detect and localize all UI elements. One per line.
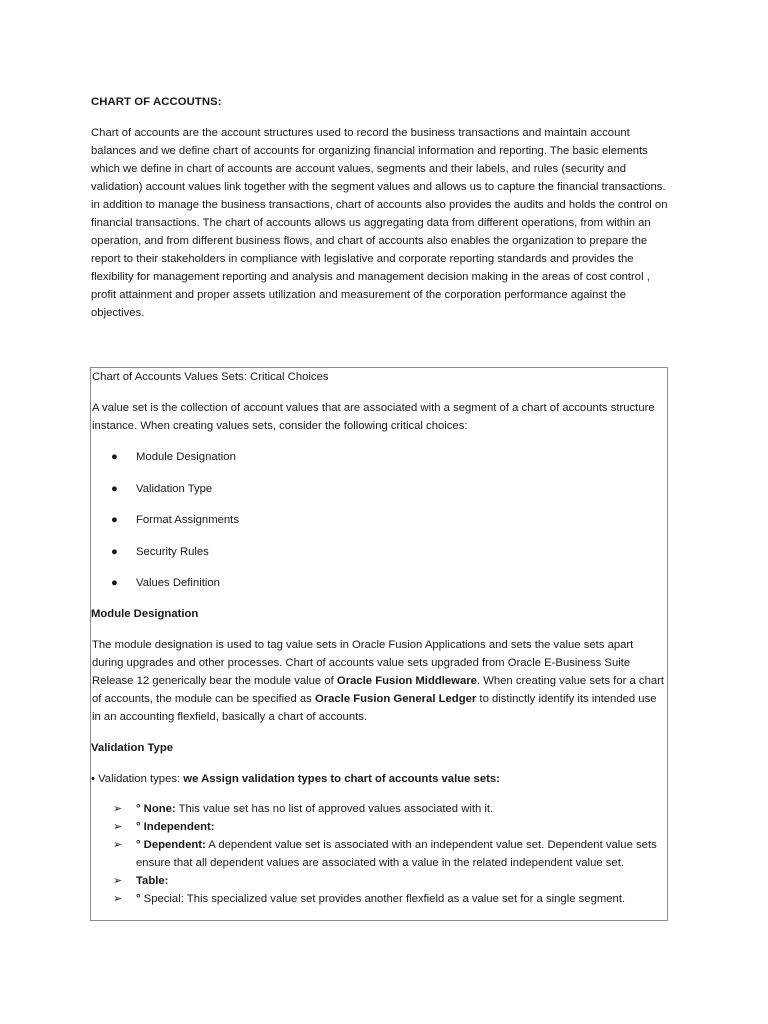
bullet-icon: ●: [111, 545, 118, 558]
list-item: ➢ Table:: [113, 872, 668, 890]
list-item: ➢ ° Dependent: A dependent value set is associated with an independent value set. Dependent value sets ensure that all dependent values are associated with a value in the related independent value set.: [113, 836, 668, 872]
value-sets-box: Chart of Accounts Values Sets: Critical Choices A value set is the collection of account values that are associated with a segment of a chart of accounts structure instance. When creating values sets, consider the following critical choices: ● Module Designation ● Validation Type ● Format Assignments ● Security Rules ● Values Definition Module Designation The module designation is used to tag value sets in Oracle Fusion Applications and sets the value sets apart during upgrades and other processes. Chart of accounts value sets upgraded from Oracle E-Business Suite Release 12 generically bear the module value of Oracle Fusion Middleware. When creating value sets for a chart of accounts, the module can be specified as Oracle Fusion General Ledger to distinctly identify its intended use in an accounting flexfield, basically a chart of accounts. Validation Type • Validation types: we Assign validation types to chart of accounts value sets: ➢ ° None: This value set has no list of approved values associated with it. ➢ ° Independent: ➢ ° Dependent: A dependent value set is associated with an independent value set. Dependent value sets ensure that all dependent values are associated with a value in the related independent value set. ➢ Table: ➢ ° Special: This specialized value set provides another flexfield as a value set for a single segment.: [90, 367, 668, 921]
module-designation-heading: Module Designation: [91, 608, 199, 620]
arrow-bullet-icon: ➢: [113, 821, 123, 833]
document-heading: CHART OF ACCOUTNS:: [91, 96, 222, 108]
list-item: ➢ ° None: This value set has no list of approved values associated with it.: [113, 800, 668, 818]
arrow-bullet-icon: ➢: [113, 875, 123, 887]
arrow-bullet-icon: ➢: [113, 893, 123, 905]
box-intro-paragraph: A value set is the collection of account values that are associated with a segment of a chart of accounts structure instance. When creating values sets, consider the following critical choices:: [92, 402, 655, 432]
list-item: ➢ ° Special: This specialized value set provides another flexfield as a value set for a single segment.: [113, 890, 668, 908]
validation-types-line: • Validation types: we Assign validation types to chart of accounts value sets:: [91, 773, 500, 785]
bullet-icon: ●: [111, 577, 118, 589]
module-designation-paragraph: The module designation is used to tag value sets in Oracle Fusion Applications and sets the value sets apart during upgrades and other processes. Chart of accounts value sets upgraded from Oracle E-Business Suite Release 12 generically bear the module value of Oracle Fusion Middleware. When creating value sets for a chart of accounts, the module can be specified as Oracle Fusion General Ledger to distinctly identify its intended use in an accounting flexfield, basically a chart of accounts.: [92, 639, 665, 723]
bullet-icon: ●: [111, 482, 118, 495]
intro-paragraph: Chart of accounts are the account structures used to record the business transactions and maintain account balances and we define chart of accounts for organizing financial information and reporting. The basic elements which we define in chart of accounts are account values, segments and their labels, and rules (security and validation) account values link together with the segment values and allows us to capture the financial transactions. in addition to manage the business transactions, chart of accounts also provides the audits and holds the control on financial transactions. The chart of accounts allows us aggregating data from different operations, from within an operation, and from different business flows, and chart of accounts also enables the organization to prepare the report to their stakeholders in compliance with legislative and corporate reporting standards and provides the flexibility for management reporting and analysis and management decision making in the areas of cost control , profit attainment and proper assets utilization and measurement of the corporation performance against the objectives.: [91, 127, 668, 319]
bullet-icon: ●: [111, 451, 118, 463]
arrow-bullet-icon: ➢: [113, 839, 123, 851]
arrow-bullet-icon: ➢: [113, 803, 123, 815]
list-item: ➢ ° Independent:: [113, 818, 668, 836]
box-title: Chart of Accounts Values Sets: Critical Choices: [92, 371, 329, 383]
bullet-icon: ●: [111, 514, 118, 526]
validation-type-heading: Validation Type: [91, 742, 174, 754]
validation-types-list: [113, 800, 668, 908]
